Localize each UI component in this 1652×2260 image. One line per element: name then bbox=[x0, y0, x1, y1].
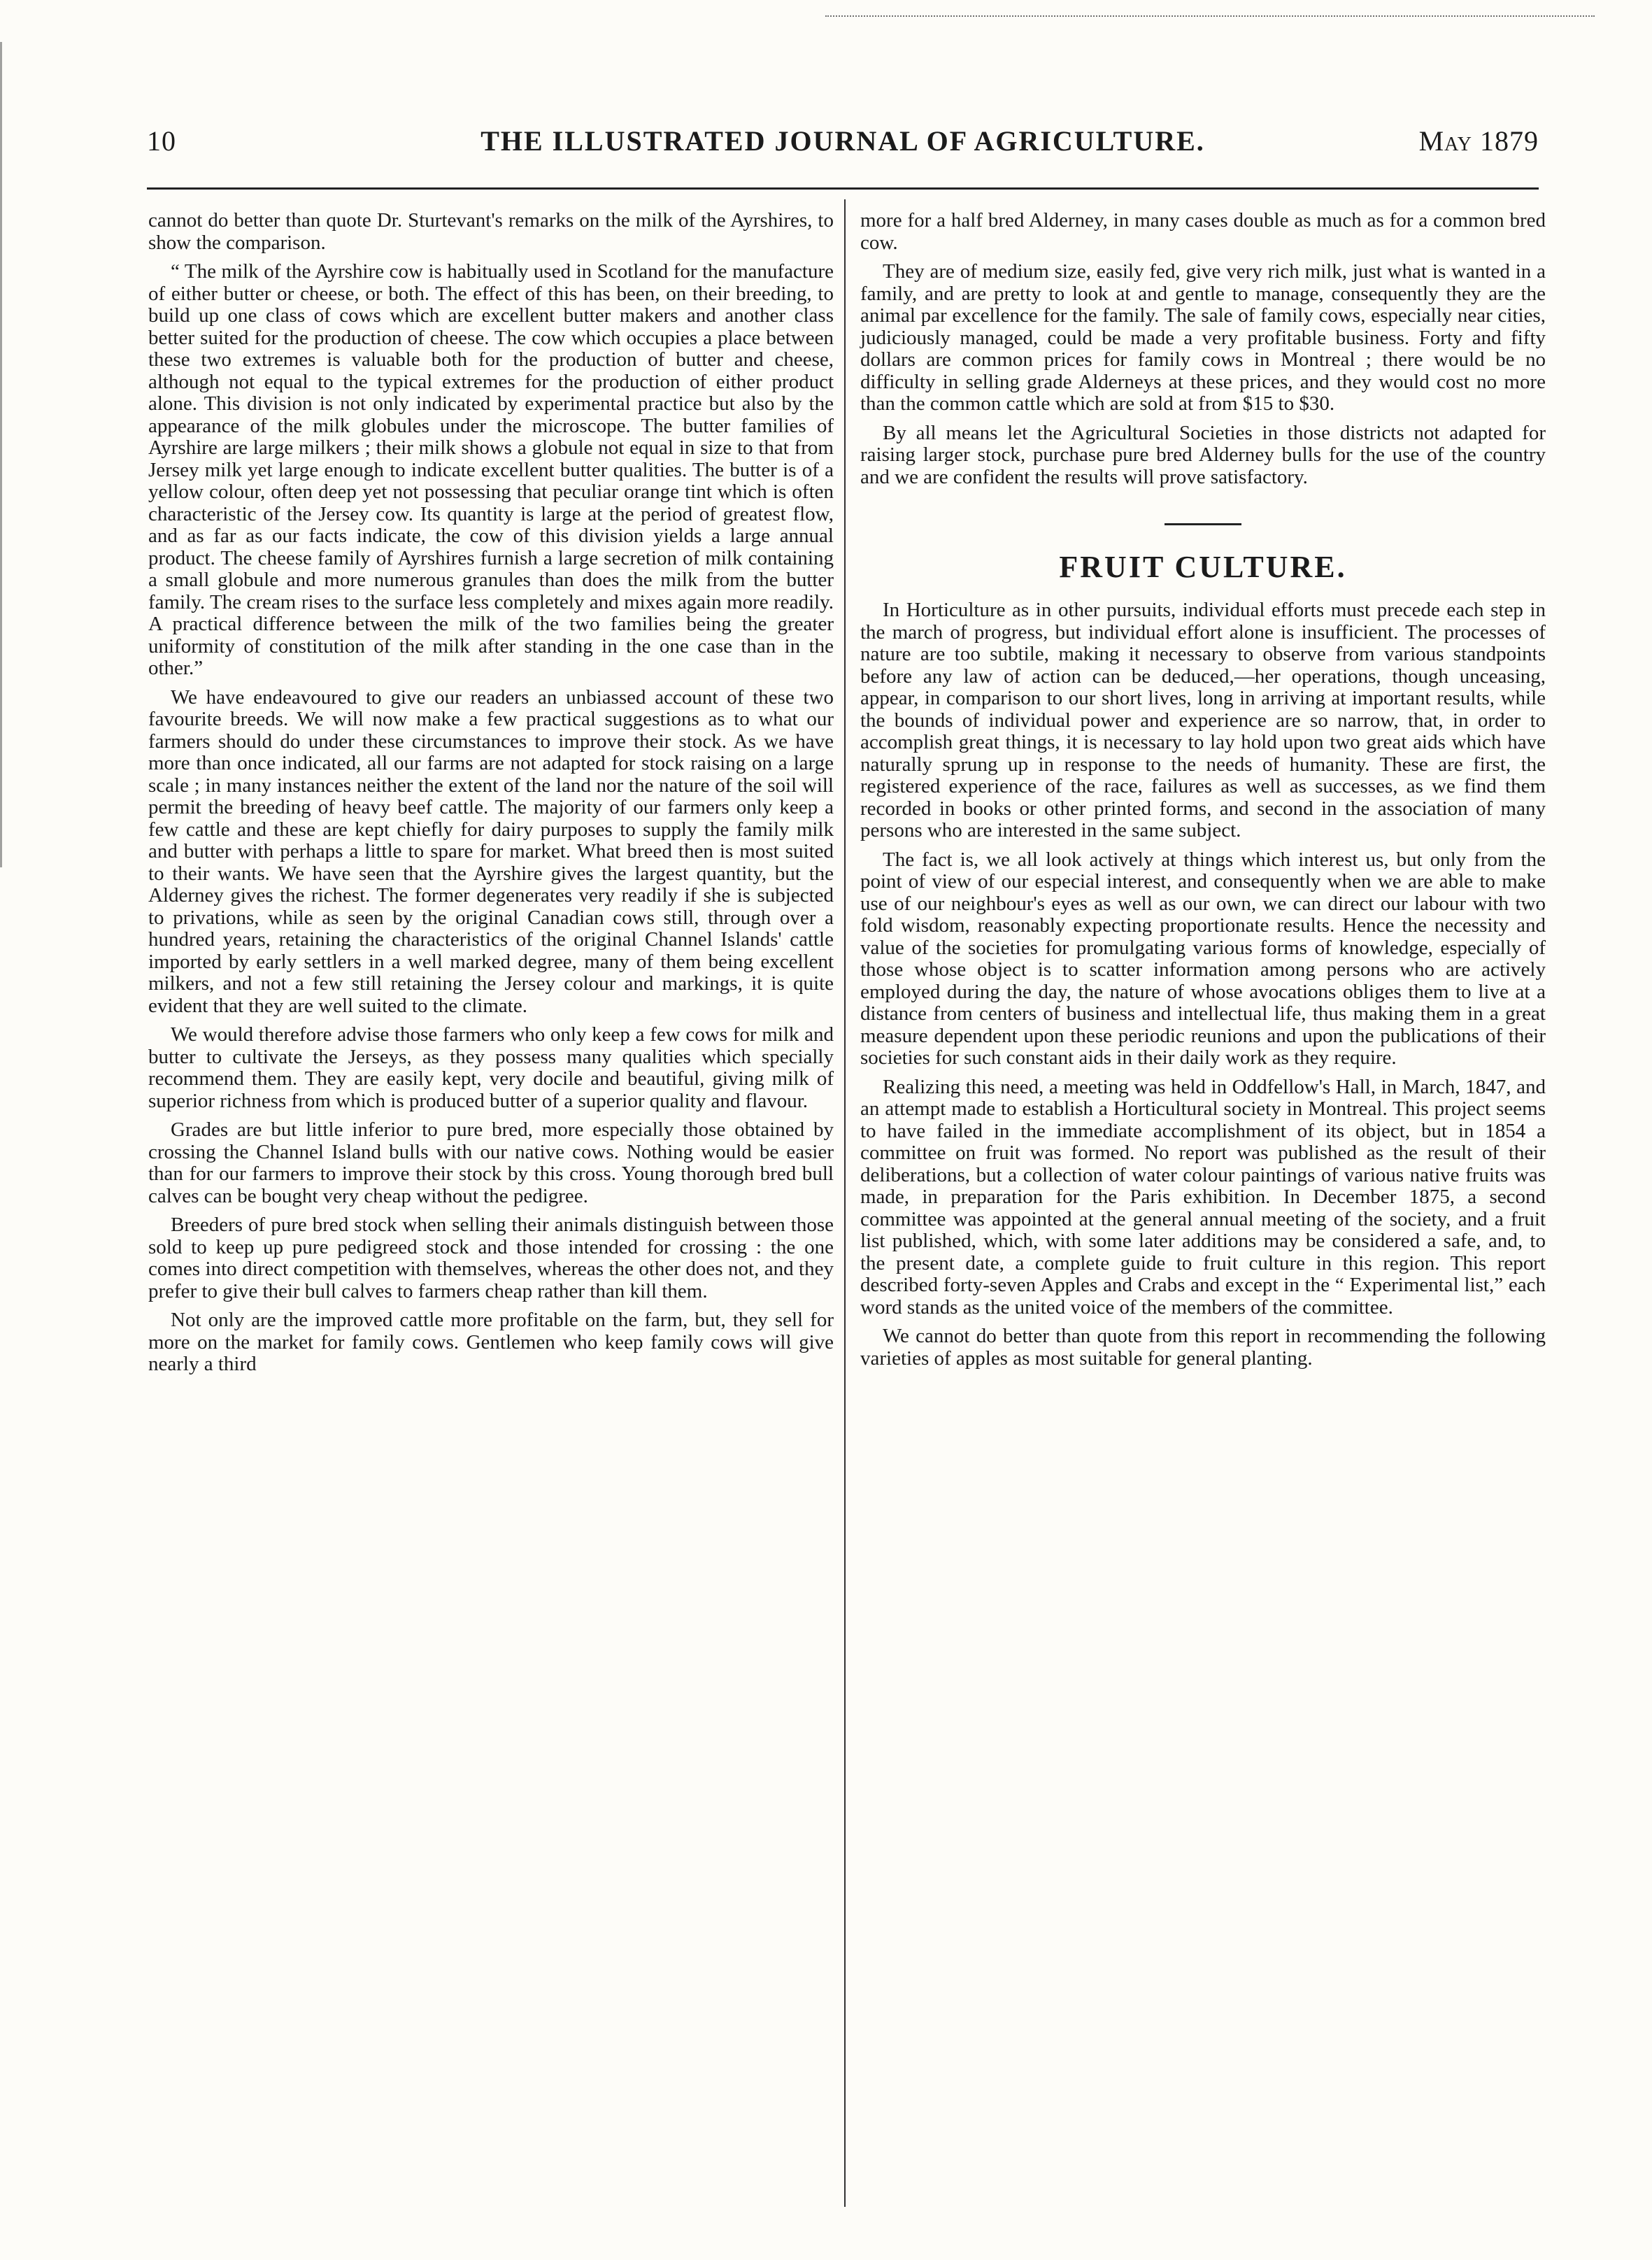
paragraph: Breeders of pure bred stock when selling their animals distinguish between those sold to keep up pure pedigreed stock and those intended for crossing : the one comes into direct competition with themselves, whereas the other does not, and they prefer to give their bull calves to farmers cheap rather than kill them. bbox=[148, 1214, 834, 1302]
left-column bbox=[148, 210, 834, 2224]
paragraph: more for a half bred Alderney, in many cases double as much as for a common bred cow. bbox=[860, 209, 1546, 254]
paragraph: Grades are but little inferior to pure bred, more especially those obtained by crossing the Channel Island bulls with our native cows. Nothing would be easier than for our farmers to improve their stock by this cross. Young thorough bred bull calves can be bought very cheap without the pedigree. bbox=[148, 1118, 834, 1207]
paragraph: We have endeavoured to give our readers an unbiassed account of these two favourite breeds. We will now make a few practical suggestions as to what our farmers should do under these circumstances to improve their stock. As we have more than once indicated, all our farms are not adapted for stock raising on a large scale ; in many instances neither the extent of the land nor the nature of the soil will permit the breeding of heavy beef cattle. The majority of our farmers only keep a few cattle and these are kept chiefly for dairy purposes to supply the family milk and butter with perhaps a little to spare for market. What breed then is most suited to their wants. We have seen that the Ayrshire gives the largest quantity, but the Alderney gives the richest. The former degenerates very readily if she is subjected to privations, while as seen by the original Canadian cows still, through over a hundred years, retaining the characteristics of the original Channel Islands' cattle imported by early settlers in a well marked degree, many of them being excellent milkers, and not a few still retaining the Jersey colour and markings, it is quite evident that they are well suited to the climate. bbox=[148, 685, 834, 1017]
column-divider bbox=[844, 199, 846, 2207]
paragraph: The fact is, we all look actively at things which interest us, but only from the point of view of our especial interest, and consequently when we are able to make use of our neighbour's eyes as well as our own, we can direct our labour with two fold wisdom, reasonably expecting proportionate results. Hence the necessity and value of the societies for promulgating various forms of knowledge, especially of those whose object is to scatter information among persons who are actively employed during the day, the nature of whose avocations obliges them to live at a distance from centers of business and intellectual life, thus making them in a great measure dependent upon these periodic reunions and upon the publications of their societies for such constant aids in their daily work as they require. bbox=[860, 848, 1546, 1069]
top-edge-rule bbox=[825, 15, 1595, 17]
paragraph: We would therefore advise those farmers who only keep a few cows for milk and butter to cultivate the Jerseys, as they possess many qualities which specially recommend them. They are easily kept, very docile and beautiful, giving milk of superior richness from which is produced butter of a superior quality and flavour. bbox=[148, 1023, 834, 1112]
section-heading: FRUIT CULTURE. bbox=[1059, 550, 1347, 584]
paragraph: Not only are the improved cattle more profitable on the farm, but, they sell for more on the market for family cows. Gentlemen who keep family cows will give nearly a third bbox=[148, 1309, 834, 1375]
section-divider bbox=[1165, 523, 1241, 525]
page-number: 10 bbox=[147, 125, 176, 157]
page-edge-mark bbox=[0, 42, 17, 867]
paragraph: “ The milk of the Ayrshire cow is habitually used in Scotland for the manufacture of either butter or cheese, or both. The effect of this has been, on their breeding, to build up one class of cows which are excellent butter makers and another class better suited for the production of cheese. The cow which occupies a place between these two extremes is valuable both for the production of butter and cheese, although not equal to the typical extremes for the production of either product alone. This division is not only indicated by experimental practice but also by the appearance of the milk globules under the microscope. The butter families of Ayrshire are large milkers ; their milk shows a globule not equal in size to that from Jersey milk yet large enough to indicate excellent butter qualities. The butter is of a yellow colour, often deep yet not possessing that peculiar orange tint which is often characteristic of the Jersey cow. Its quantity is large at the period of greatest flow, and as far as our facts indicate, the cow of this division yields a large annual product. The cheese family of Ayrshires furnish a large secretion of milk containing a small globule and more numerous granules than does the milk from the butter family. The cream rises to the surface less completely and mixes again more readily. A practical difference between the milk of the two families being the greater uniformity of constitution of the milk after standing in the one case than in the other.” bbox=[148, 260, 834, 679]
paragraph: They are of medium size, easily fed, give very rich milk, just what is wanted in a family, and are pretty to look at and gentle to manage, consequently they are the animal par excellence for the family. The sale of family cows, especially near cities, judiciously managed, could be made a very profitable business. Forty and fifty dollars are common prices for family cows in Montreal ; there would be no difficulty in selling grade Alderneys at these prices, and they would cost no more than the common cattle which are sold at from $15 to $30. bbox=[860, 260, 1546, 415]
paragraph: In Horticulture as in other pursuits, individual efforts must precede each step in the march of progress, but individual effort alone is insufficient. The processes of nature are too subtile, making it necessary to observe from various standpoints before any law of action can be deduced,—her operations, though unceasing, appear, in comparison to our short lives, long in arriving at important results, while the bounds of individual power and experience are so narrow, that, in order to accomplish great things, it is necessary to lay hold upon two great aids which have naturally sprung up in response to the needs of humanity. These are first, the registered experience of the race, failures as well as successes, as we find them recorded in books or other printed forms, and second in the association of many persons who are interested in the same subject. bbox=[860, 599, 1546, 841]
paragraph: Realizing this need, a meeting was held in Oddfellow's Hall, in March, 1847, and an attempt made to establish a Horticultural society in Montreal. This project seems to have failed in the immediate accomplishment of its object, but in 1854 a committee on fruit was formed. No report was published as the result of their deliberations, but a collection of water colour paintings of various native fruits was made, in preparation for the Paris exhibition. In December 1875, a second committee was appointed at the general annual meeting of the society, and a fruit list published, which, with some later additions may be considered a safe, and, to the present date, a complete guide to fruit culture in this region. This report described forty-seven Apples and Crabs and except in the “ Experimental list,” each word stands as the united voice of the members of the committee. bbox=[860, 1075, 1546, 1319]
paragraph: cannot do better than quote Dr. Sturtevant's remarks on the milk of the Ayrshires, to show the comparison. bbox=[148, 209, 834, 254]
paragraph: We cannot do better than quote from this report in recommending the following varieties of apples as most suitable for general planting. bbox=[860, 1325, 1546, 1370]
journal-title: THE ILLUSTRATED JOURNAL OF AGRICULTURE. bbox=[480, 125, 1205, 157]
paragraph: By all means let the Agricultural Societies in those districts not adapted for raising larger stock, purchase pure bred Alderney bulls for the use of the country and we are confident the results will prove satisfactory. bbox=[860, 421, 1546, 488]
page-header bbox=[147, 125, 1539, 166]
header-rule bbox=[147, 187, 1539, 190]
right-column bbox=[860, 210, 1546, 2224]
issue-date: May 1879 bbox=[1418, 125, 1539, 157]
